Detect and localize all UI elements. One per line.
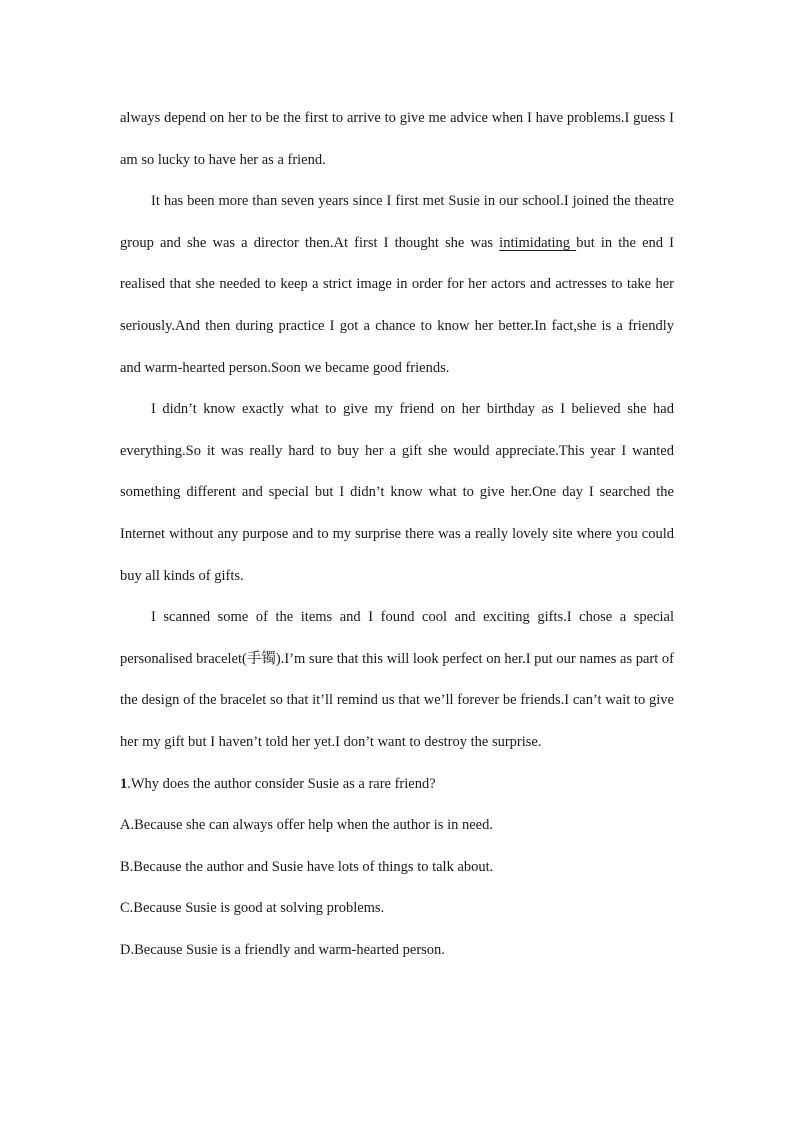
passage-paragraph-3: I didn’t know exactly what to give my friend on her birthday as I believed she had everything.So it was really hard to buy her a gift she would appreciate.This year I wanted something different and special but I didn’t know what to give her.One day I searched the Internet without any purpose and to my surprise there was a really lovely site where you could buy all kinds of gifts. bbox=[120, 401, 674, 584]
paragraph-2-text-start: It has been more than seven years since I first met Susie in our school.I joined the theatre group and she was a director then.At first I thought she was bbox=[120, 193, 674, 251]
option-b: B.Because the author and Susie have lots of things to talk about. bbox=[120, 858, 494, 875]
question-text: .Why does the author consider Susie as a rare friend? bbox=[127, 775, 436, 792]
paragraph-2-text-end: but in the end I realised that she needed to keep a strict image in order for her actors and actresses to take her seriously.And then during practice I got a chance to know her better.In fact,she is a friendly and warm-hearted person.Soon we became good friends. bbox=[120, 234, 674, 376]
passage-paragraph-4: I scanned some of the items and I found cool and exciting gifts.I chose a special personalised bracelet(手镯).I’m sure that this will look perfect on her.I put our names as part of the design of the bracelet so that it’ll remind us that we’ll forever be friends.I can’t wait to give her my gift but I haven’t told her yet.I don’t want to destroy the surprise. bbox=[120, 609, 674, 750]
option-d: D.Because Susie is a friendly and warm-hearted person. bbox=[120, 941, 445, 958]
question-block bbox=[120, 764, 674, 972]
document-page bbox=[120, 98, 674, 971]
underlined-word: intimidating bbox=[499, 234, 577, 251]
question-number: 1 bbox=[120, 775, 128, 792]
passage-paragraph-1: always depend on her to be the first to arrive to give me advice when I have problems.I guess I am so lucky to have her as a friend. bbox=[120, 110, 674, 168]
passage-paragraph-2 bbox=[120, 181, 674, 389]
option-a: A.Because she can always offer help when the author is in need. bbox=[120, 817, 493, 834]
option-c: C.Because Susie is good at solving problems. bbox=[120, 900, 385, 917]
question-stem bbox=[120, 764, 674, 806]
